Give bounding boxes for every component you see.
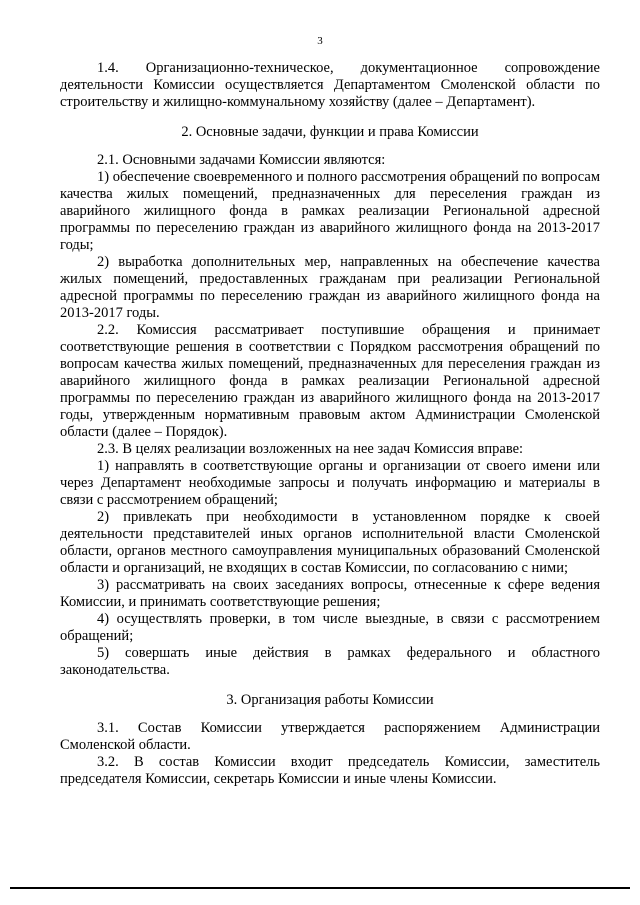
document-body <box>60 60 600 788</box>
list-item-2-3-4: 4) осуществлять проверки, в том числе выездные, в связи с рассмотрением обращений; <box>60 611 600 644</box>
list-item-2-1-1: 1) обеспечение своевременного и полного рассмотрения обращений по вопросам качества жилых помещений, предназначенных для переселения граждан из аварийного жилищного фонда в рамках реализации Региональной адресной программы по переселению граждан из аварийного жилищного фонда на 2013-2017 годы; <box>60 169 600 253</box>
paragraph-3-1: 3.1. Состав Комиссии утверждается распоряжением Администрации Смоленской области. <box>60 720 600 753</box>
list-item-2-3-2: 2) привлекать при необходимости в установленном порядке к своей деятельности представителей иных органов исполнительной власти Смоленской области, органов местного самоуправления муниципальных образований Смоленской области и организаций, не входящих в состав Комиссии, по согласованию с ними; <box>60 509 600 576</box>
list-item-2-3-5: 5) совершать иные действия в рамках федерального и областного законодательства. <box>60 645 600 678</box>
list-item-2-3-3: 3) рассматривать на своих заседаниях вопросы, отнесенные к сфере ведения Комиссии, и принимать соответствующие решения; <box>60 577 600 610</box>
list-item-2-1-2: 2) выработка дополнительных мер, направленных на обеспечение качества жилых помещений, предоставленных гражданам при реализации Региональной адресной программы по переселению граждан из аварийного жилищного фонда на 2013-2017 годы. <box>60 254 600 321</box>
section-heading-3: 3. Организация работы Комиссии <box>226 692 434 708</box>
paragraph-2-2: 2.2. Комиссия рассматривает поступившие обращения и принимает соответствующие решения в соответствии с Порядком рассмотрения обращений по вопросам качества жилых помещений, предназначенных для переселения граждан из аварийного жилищного фонда в рамках реализации Региональной адресной программы по переселению граждан из аварийного жилищного фонда на 2013-2017 годы, утвержденным нормативным правовым актом Администрации Смоленской области (далее – Порядок). <box>60 322 600 440</box>
paragraph-2-3: 2.3. В целях реализации возложенных на нее задач Комиссия вправе: <box>97 441 524 457</box>
section-heading-2: 2. Основные задачи, функции и права Комиссии <box>181 124 479 140</box>
paragraph-2-1: 2.1. Основными задачами Комиссии являются: <box>97 152 386 168</box>
bottom-rule <box>10 887 630 889</box>
paragraph-3-2: 3.2. В состав Комиссии входит председатель Комиссии, заместитель председателя Комиссии, секретарь Комиссии и иные члены Комиссии. <box>60 754 600 787</box>
list-item-2-3-1: 1) направлять в соответствующие органы и организации от своего имени или через Департамент необходимые запросы и получать информацию и материалы в связи с рассмотрением обращений; <box>60 458 600 508</box>
paragraph-1-4: 1.4. Организационно-техническое, документационное сопровождение деятельности Комиссии осуществляется Департаментом Смоленской области по строительству и жилищно-коммунальному хозяйству (далее – Департамент). <box>60 60 600 110</box>
page-number: 3 <box>317 35 323 47</box>
